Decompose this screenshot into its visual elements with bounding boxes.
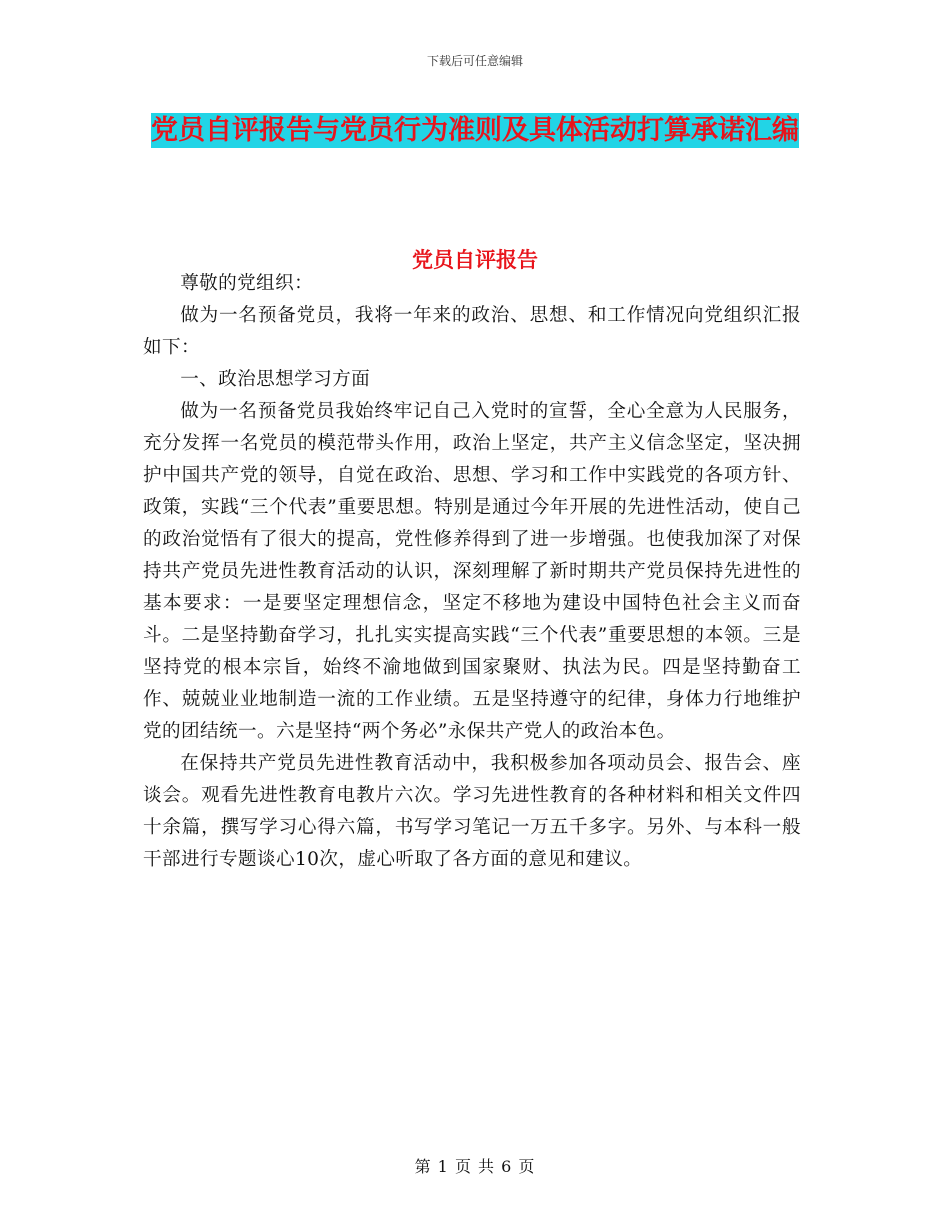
document-title-text: 党员自评报告与党员行为准则及具体活动打算承诺汇编 [151,115,799,146]
document-body [143,268,801,876]
section-heading: 党员自评报告 [412,248,538,272]
page-header-note: 下载后可任意编辑 [426,54,523,68]
body-paragraph: 做为一名预备党员我始终牢记自己入党时的宣誓，全心全意为人民服务，充分发挥一名党员的模范带头作用，政治上坚定，共产主义信念坚定，坚决拥护中国共产党的领导，自觉在政治、思想、学习和工作中实践党的各项方针、政策，实践“三个代表”重要思想。特别是通过今年开展的先进性活动，使自己的政治觉悟有了很大的提高，党性修养得到了进一步增强。也使我加深了对保持共产党员先进性教育活动的认识，深刻理解了新时期共产党员保持先进性的基本要求：一是要坚定理想信念，坚定不移地为建设中国特色社会主义而奋斗。二是坚持勤奋学习，扎扎实实提高实践“三个代表”重要思想的本领。三是坚持党的根本宗旨，始终不渝地做到国家聚财、执法为民。四是坚持勤奋工作、兢兢业业地制造一流的工作业绩。五是坚持遵守的纪律，身体力行地维护党的团结统一。六是坚持“两个务必”永保共产党人的政治本色。 [143,401,801,742]
page-footer: 第 1 页 共 6 页 [414,1157,536,1176]
intro-paragraph: 做为一名预备党员，我将一年来的政治、思想、和工作情况向党组织汇报如下： [143,305,801,358]
subsection-heading: 一、政治思想学习方面 [180,369,371,390]
salutation-paragraph: 尊敬的党组织： [180,273,314,294]
document-title [150,108,800,154]
body-paragraph: 在保持共产党员先进性教育活动中，我积极参加各项动员会、报告会、座谈会。观看先进性教育电教片六次。学习先进性教育的各种材料和相关文件四十余篇，撰写学习心得六篇，书写学习笔记一万五千多字。另外、与本科一般干部进行专题谈心10次，虚心听取了各方面的意见和建议。 [143,753,801,870]
